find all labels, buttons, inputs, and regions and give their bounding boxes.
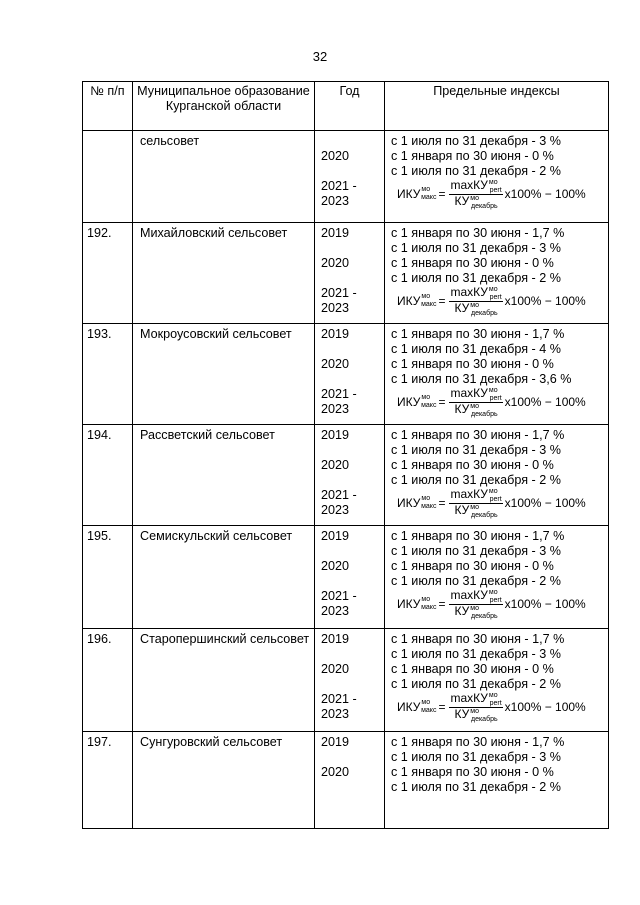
formula-fraction: [449, 286, 502, 317]
page-number: 32: [312, 49, 328, 64]
year-cell: [315, 732, 385, 829]
index-line: с 1 июля по 31 декабря - 3 %: [391, 750, 561, 764]
formula-lhs-sup: мо: [421, 698, 431, 706]
row-number: 192.: [83, 223, 133, 324]
municipality-name: Старопершинский сельсовет: [133, 629, 315, 732]
formula-num-sub: pert: [489, 394, 502, 402]
formula-lhs-sub: макс: [421, 401, 437, 409]
formula-num-sup: мо: [488, 386, 498, 394]
year-label: 2019: [321, 428, 350, 442]
year-label: 2021 - 2023: [321, 488, 357, 517]
year-label: 2019: [321, 735, 350, 749]
formula-num-sup: мо: [488, 285, 498, 293]
row-number: 196.: [83, 629, 133, 732]
formula-tail: х100% − 100%: [504, 699, 586, 714]
year-label: 2021 - 2023: [321, 286, 357, 315]
municipality-name: сельсовет: [133, 131, 315, 223]
index-line: с 1 января по 30 июня - 0 %: [391, 256, 554, 270]
formula-fraction: [449, 179, 502, 210]
year-label: 2019: [321, 632, 350, 646]
formula-den-sub: декабрь: [470, 715, 498, 723]
index-formula: [397, 387, 608, 417]
formula-lhs-sub: макс: [421, 502, 437, 510]
row-number: 193.: [83, 324, 133, 425]
formula-denominator: КУ: [454, 706, 470, 721]
formula-lhs: ИКУ: [397, 186, 421, 201]
formula-den-sup: мо: [470, 301, 479, 309]
formula-lhs-sup: мо: [421, 185, 431, 193]
formula-num-sup: мо: [488, 487, 498, 495]
formula-fraction: [449, 692, 502, 723]
year-label: 2019: [321, 529, 350, 543]
formula-lhs: ИКУ: [397, 394, 421, 409]
formula-numerator: maxКУ: [450, 587, 488, 602]
index-line: с 1 января по 30 июня - 1,7 %: [391, 226, 565, 240]
municipality-name: Михайловский сельсовет: [133, 223, 315, 324]
formula-tail: х100% − 100%: [504, 394, 586, 409]
index-formula: [397, 692, 608, 722]
index-line: с 1 января по 30 июня - 1,7 %: [391, 529, 565, 543]
year-label: [321, 134, 384, 149]
year-label: 2020: [321, 662, 350, 676]
year-label: 2020: [321, 559, 350, 573]
formula-den-sub: декабрь: [470, 309, 498, 317]
formula-num-sub: pert: [489, 596, 502, 604]
formula-eq: =: [438, 699, 446, 714]
index-line: с 1 июля по 31 декабря - 3 %: [391, 443, 561, 457]
formula-numerator: maxКУ: [450, 385, 488, 400]
formula-eq: =: [438, 186, 446, 201]
table-row: [83, 732, 609, 829]
formula-den-sub: декабрь: [470, 612, 498, 620]
formula-lhs-sup: мо: [421, 494, 431, 502]
table-body: [83, 131, 609, 829]
formula-den-sub: декабрь: [470, 410, 498, 418]
year-label: 2021 - 2023: [321, 589, 357, 618]
year-cell: [315, 425, 385, 526]
formula-numerator: maxКУ: [450, 486, 488, 501]
year-cell: [315, 324, 385, 425]
formula-lhs: ИКУ: [397, 699, 421, 714]
table-row: [83, 526, 609, 629]
formula-denominator: КУ: [454, 603, 470, 618]
year-label: 2020: [321, 765, 350, 779]
formula-fraction: [449, 589, 502, 620]
formula-num-sub: pert: [489, 186, 502, 194]
year-cell: [315, 131, 385, 223]
year-cell: [315, 526, 385, 629]
formula-fraction: [449, 387, 502, 418]
formula-den-sup: мо: [470, 194, 479, 202]
indices-cell: [385, 131, 609, 223]
formula-num-sub: pert: [489, 495, 502, 503]
formula-eq: =: [438, 394, 446, 409]
formula-tail: х100% − 100%: [504, 293, 586, 308]
index-formula: [397, 488, 608, 518]
year-label: 2019: [321, 226, 350, 240]
header-municipality: Муниципальное образование Курганской области: [133, 82, 315, 131]
municipality-name: Рассветский сельсовет: [133, 425, 315, 526]
table-row: [83, 324, 609, 425]
row-number: 197.: [83, 732, 133, 829]
year-cell: [315, 223, 385, 324]
table-row: [83, 629, 609, 732]
year-label: 2019: [321, 327, 350, 341]
formula-num-sup: мо: [488, 178, 498, 186]
row-number: [83, 131, 133, 223]
formula-numerator: maxКУ: [450, 284, 488, 299]
index-formula: [397, 286, 608, 316]
formula-numerator: maxКУ: [450, 177, 488, 192]
indices-cell: [385, 425, 609, 526]
formula-num-sup: мо: [488, 588, 498, 596]
index-line: с 1 июля по 31 декабря - 2 %: [391, 677, 561, 691]
formula-tail: х100% − 100%: [504, 186, 586, 201]
table-row: [83, 131, 609, 223]
index-line: с 1 июля по 31 декабря - 3,6 %: [391, 372, 572, 386]
index-line: с 1 июля по 31 декабря - 3 %: [391, 241, 561, 255]
formula-denominator: КУ: [454, 502, 470, 517]
municipality-name: Мокроусовский сельсовет: [133, 324, 315, 425]
index-line: с 1 января по 30 июня - 1,7 %: [391, 428, 565, 442]
formula-eq: =: [438, 495, 446, 510]
year-label: 2020: [321, 149, 350, 163]
formula-den-sub: декабрь: [470, 511, 498, 519]
header-year: Год: [315, 82, 385, 131]
formula-lhs-sub: макс: [421, 300, 437, 308]
header-num: № п/п: [83, 82, 133, 131]
header-indices: Предельные индексы: [385, 82, 609, 131]
index-line: с 1 января по 30 июня - 0 %: [391, 149, 554, 163]
formula-denominator: КУ: [454, 401, 470, 416]
index-line: с 1 января по 30 июня - 0 %: [391, 765, 554, 779]
formula-lhs: ИКУ: [397, 495, 421, 510]
index-line: с 1 июля по 31 декабря - 2 %: [391, 780, 561, 794]
formula-tail: х100% − 100%: [504, 596, 586, 611]
municipality-name: Сунгуровский сельсовет: [133, 732, 315, 829]
formula-lhs-sup: мо: [421, 595, 431, 603]
formula-lhs-sub: макс: [421, 706, 437, 714]
row-number: 194.: [83, 425, 133, 526]
formula-lhs-sub: макс: [421, 193, 437, 201]
formula-lhs-sub: макс: [421, 603, 437, 611]
index-line: с 1 июля по 31 декабря - 2 %: [391, 164, 561, 178]
formula-lhs: ИКУ: [397, 596, 421, 611]
index-line: с 1 июля по 31 декабря - 2 %: [391, 574, 561, 588]
index-formula: [397, 179, 608, 209]
table-header-row: [83, 82, 609, 131]
formula-fraction: [449, 488, 502, 519]
indices-cell: [385, 526, 609, 629]
formula-lhs: ИКУ: [397, 293, 421, 308]
formula-numerator: maxКУ: [450, 690, 488, 705]
row-number: 195.: [83, 526, 133, 629]
index-line: с 1 января по 30 июня - 0 %: [391, 357, 554, 371]
tariff-index-table: [82, 81, 609, 829]
formula-den-sup: мо: [470, 503, 479, 511]
index-line: с 1 января по 30 июня - 1,7 %: [391, 632, 565, 646]
formula-den-sup: мо: [470, 402, 479, 410]
indices-cell: [385, 324, 609, 425]
indices-cell: [385, 223, 609, 324]
index-line: с 1 января по 30 июня - 1,7 %: [391, 735, 565, 749]
formula-num-sub: pert: [489, 699, 502, 707]
index-line: с 1 января по 30 июня - 0 %: [391, 458, 554, 472]
formula-tail: х100% − 100%: [504, 495, 586, 510]
index-line: с 1 июля по 31 декабря - 3 %: [391, 544, 561, 558]
index-formula: [397, 589, 608, 619]
formula-denominator: КУ: [454, 193, 470, 208]
formula-den-sup: мо: [470, 707, 479, 715]
index-line: с 1 июля по 31 декабря - 3 %: [391, 647, 561, 661]
indices-cell: [385, 732, 609, 829]
year-label: 2021 - 2023: [321, 179, 357, 208]
index-line: с 1 июля по 31 декабря - 4 %: [391, 342, 561, 356]
index-line: с 1 июля по 31 декабря - 2 %: [391, 473, 561, 487]
index-line: с 1 января по 30 июня - 1,7 %: [391, 327, 565, 341]
year-label: 2020: [321, 256, 350, 270]
year-label: 2021 - 2023: [321, 692, 357, 721]
table-row: [83, 223, 609, 324]
index-line: с 1 января по 30 июня - 0 %: [391, 559, 554, 573]
municipality-name: Семискульский сельсовет: [133, 526, 315, 629]
formula-eq: =: [438, 596, 446, 611]
formula-den-sub: декабрь: [470, 202, 498, 210]
indices-cell: [385, 629, 609, 732]
formula-eq: =: [438, 293, 446, 308]
index-line: с 1 января по 30 июня - 0 %: [391, 662, 554, 676]
formula-num-sub: pert: [489, 293, 502, 301]
year-label: 2021 - 2023: [321, 387, 357, 416]
index-line: с 1 июля по 31 декабря - 3 %: [391, 134, 561, 148]
year-label: 2020: [321, 357, 350, 371]
formula-lhs-sup: мо: [421, 292, 431, 300]
formula-lhs-sup: мо: [421, 393, 431, 401]
year-cell: [315, 629, 385, 732]
table-row: [83, 425, 609, 526]
formula-den-sup: мо: [470, 604, 479, 612]
year-label: 2020: [321, 458, 350, 472]
formula-num-sup: мо: [488, 691, 498, 699]
formula-denominator: КУ: [454, 300, 470, 315]
index-line: с 1 июля по 31 декабря - 2 %: [391, 271, 561, 285]
